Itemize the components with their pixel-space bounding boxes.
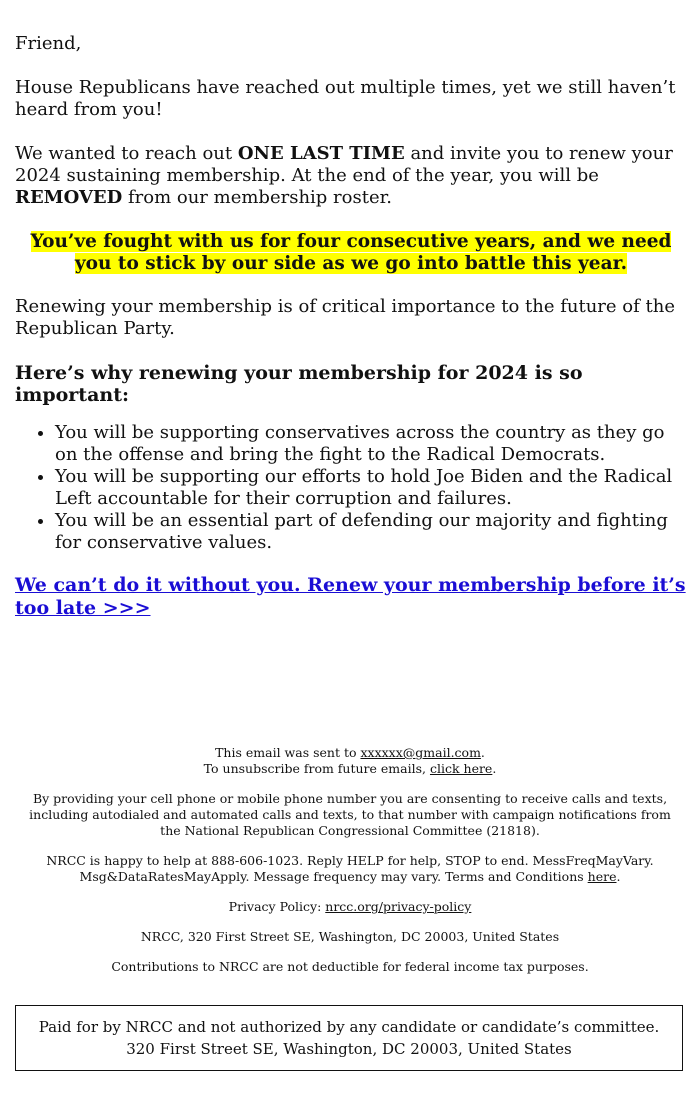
cta-paragraph [15,574,687,620]
email-footer [20,745,680,975]
renewal-text-3: from our membership roster. [122,187,392,208]
renewal-text-1: We wanted to reach out [15,143,238,164]
reasons-list [15,422,687,554]
greeting: Friend, [15,33,82,54]
renewal-paragraph [15,143,687,209]
sms-consent-text: By providing your cell phone or mobile phone number you are consenting to receive calls and texts, including autodialed and automated calls and texts, to that number with campaign notifications from the National Republican Congressional Committee (21818). [29,791,671,838]
why-heading: Here’s why renewing your membership for 2024 is so important: [15,362,583,406]
help-line [20,853,680,885]
highlighted-message [15,231,687,275]
intro-paragraph: House Republicans have reached out multiple times, yet we still haven’t heard from you! [15,77,676,120]
unsubscribe-link[interactable]: click here [429,761,493,776]
email-body [15,33,687,620]
importance-paragraph: Renewing your membership is of critical importance to the future of the Republican Party. [15,296,675,339]
removed-emphasis: REMOVED [15,187,123,208]
tax-notice: Contributions to NRCC are not deductible for federal income tax purposes. [111,959,589,974]
one-last-time-emphasis: ONE LAST TIME [237,143,405,164]
help-period: . [616,869,621,884]
privacy-label: Privacy Policy: [228,899,326,914]
highlighted-text: You’ve fought with us for four consecutive years, and we need you to stick by our side as we go into battle this year. [30,231,672,274]
renew-membership-link[interactable]: We can’t do it without you. Renew your membership before it’s too late >>> [15,574,686,619]
unsubscribe-text: To unsubscribe from future emails, [203,761,430,776]
paid-for-disclaimer: Paid for by NRCC and not authorized by any candidate or candidate’s committee. 320 First Street SE, Washington, DC 20003, United States [15,1005,683,1071]
help-text: NRCC is happy to help at 888-606-1023. Reply HELP for help, STOP to end. MessFreqMayVary. Msg&DataRatesMayApply. Message frequency may vary. Terms and Conditions [46,853,654,884]
sent-to-line [20,745,680,761]
privacy-policy-link[interactable]: nrcc.org/privacy-policy [325,899,472,914]
list-item: • You will be supporting conservatives across the country as they go on the offense and bring the fight to the Radical Democrats. [55,422,687,466]
unsubscribe-line [20,761,680,777]
renewal-text-2: and invite you to renew your 2024 sustaining membership. At the end of the year, you will be [15,143,673,186]
sent-to-period: . [480,745,485,760]
unsubscribe-period: . [492,761,497,776]
list-item: • You will be an essential part of defending our majority and fighting for conservative values. [55,510,687,554]
mailing-address: NRCC, 320 First Street SE, Washington, DC 20003, United States [140,929,560,944]
terms-link[interactable]: here [587,869,617,884]
list-item: • You will be supporting our efforts to hold Joe Biden and the Radical Left accountable for their corruption and failures. [55,466,687,510]
privacy-line [20,899,680,915]
recipient-email-link[interactable]: xxxxxx@gmail.com [360,745,481,760]
sent-to-text: This email was sent to [215,745,361,760]
